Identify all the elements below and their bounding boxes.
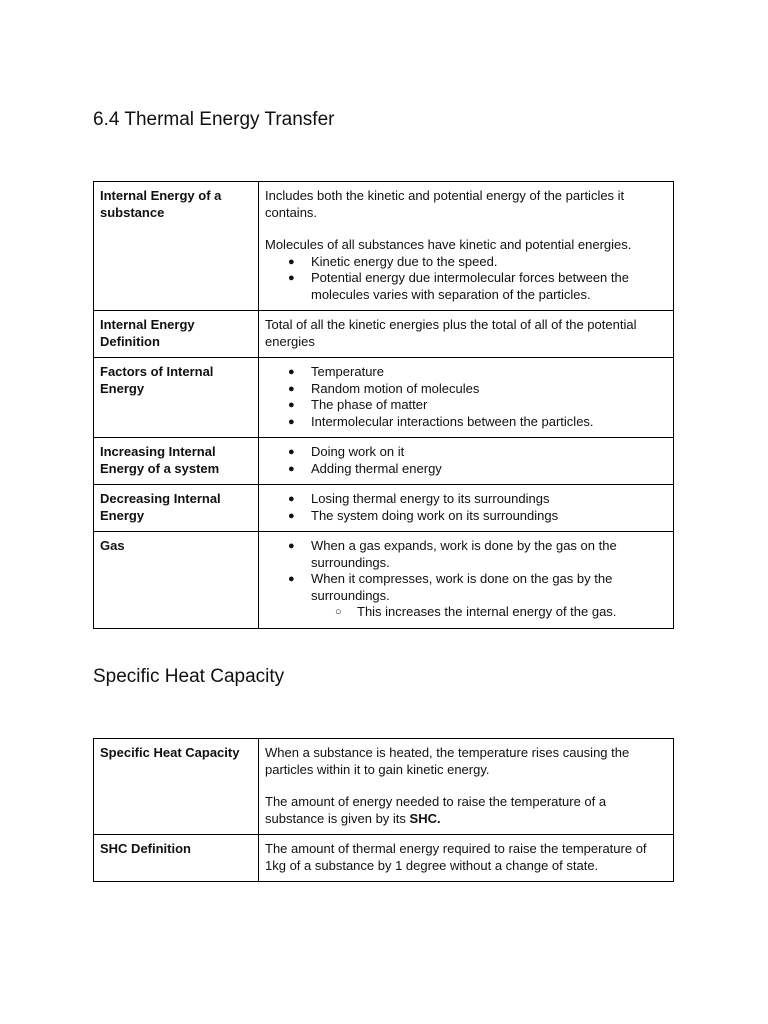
- description-paragraph: The amount of thermal energy required to raise the temperature of 1kg of a substance by 1 degree without a change of state.: [265, 841, 647, 873]
- bullet-icon: ●: [288, 540, 295, 552]
- table-row: [94, 485, 674, 532]
- description-text: The amount of energy needed to raise the temperature of a substance is given by its: [265, 794, 607, 826]
- specific-heat-capacity-table: [93, 738, 674, 882]
- list-item: [265, 444, 667, 461]
- term-cell: SHC Definition: [94, 835, 259, 882]
- bullet-icon: ●: [288, 366, 295, 378]
- bullet-icon: ●: [288, 509, 295, 522]
- table-row: [94, 182, 674, 311]
- list-item-text: Losing thermal energy to its surroundings: [311, 491, 550, 506]
- description-paragraph: When a substance is heated, the temperature rises causing the particles within it to gain kinetic energy.: [265, 745, 630, 777]
- section-heading-thermal-energy-transfer: 6.4 Thermal Energy Transfer: [93, 109, 335, 130]
- term-cell: Internal Energy Definition: [94, 311, 259, 358]
- table-row: [94, 438, 674, 485]
- description-cell: [259, 311, 674, 358]
- list-item: [265, 397, 667, 414]
- table-row: [94, 739, 674, 835]
- table-row: [94, 311, 674, 358]
- hollow-bullet-icon: ○: [335, 606, 342, 618]
- bullet-list: [265, 444, 667, 477]
- bullet-icon: ●: [288, 462, 295, 475]
- sub-bullet-list: [311, 604, 667, 621]
- description-paragraph: Includes both the kinetic and potential energy of the particles it contains.: [265, 188, 625, 220]
- description-paragraph: Total of all the kinetic energies plus the total of all of the potential energies: [265, 317, 637, 349]
- bullet-icon: ●: [288, 399, 295, 411]
- list-item: [265, 270, 667, 303]
- bullet-icon: ●: [288, 272, 295, 284]
- term-cell: Decreasing Internal Energy: [94, 485, 259, 532]
- term-cell: Factors of Internal Energy: [94, 358, 259, 438]
- list-item-text: When it compresses, work is done on the gas by the surroundings.: [311, 571, 613, 603]
- list-item: [265, 254, 667, 271]
- bullet-icon: ●: [288, 255, 295, 268]
- list-item-text: The phase of matter: [311, 397, 428, 412]
- list-item: [265, 538, 667, 571]
- list-item: [265, 364, 667, 381]
- term-cell: Internal Energy of a substance: [94, 182, 259, 311]
- list-item-text: Temperature: [311, 364, 384, 379]
- table-row: [94, 835, 674, 882]
- bullet-icon: ●: [288, 493, 295, 505]
- list-item: [265, 461, 667, 478]
- sub-list-item: [311, 604, 667, 621]
- list-item: [265, 414, 667, 431]
- list-item-text: The system doing work on its surroundings: [311, 507, 559, 523]
- thermal-energy-table: [93, 181, 674, 629]
- table-row: [94, 358, 674, 438]
- description-cell: [259, 835, 674, 882]
- list-item-text: When a gas expands, work is done by the gas on the surroundings.: [311, 538, 617, 570]
- term-cell: Specific Heat Capacity: [94, 739, 259, 835]
- list-item-text: Potential energy due intermolecular forces between the molecules varies with separation of the particles.: [311, 270, 629, 302]
- list-item: [265, 508, 667, 525]
- bullet-icon: ●: [288, 446, 295, 458]
- shc-emphasis: SHC.: [409, 810, 441, 826]
- description-cell: [259, 485, 674, 532]
- list-item: [265, 381, 667, 398]
- list-item-text: Adding thermal energy: [311, 460, 442, 476]
- description-paragraph: [265, 794, 667, 827]
- description-cell: [259, 438, 674, 485]
- description-cell: [259, 358, 674, 438]
- list-item-text: Intermolecular interactions between the particles.: [311, 413, 594, 429]
- sub-list-item-text: This increases the internal energy of the gas.: [357, 604, 617, 619]
- description-cell: [259, 182, 674, 311]
- term-cell: Increasing Internal Energy of a system: [94, 438, 259, 485]
- bullet-list: [265, 491, 667, 524]
- bullet-icon: ●: [288, 573, 295, 585]
- list-item-text: Random motion of molecules: [311, 380, 480, 396]
- bullet-list: [265, 364, 667, 430]
- table-row: [94, 532, 674, 629]
- bullet-list: [265, 538, 667, 621]
- bullet-list: [265, 254, 667, 304]
- description-cell: [259, 739, 674, 835]
- description-cell: [259, 532, 674, 629]
- list-item-text: Kinetic energy due to the speed.: [311, 253, 498, 269]
- term-cell: Gas: [94, 532, 259, 629]
- list-item: [265, 571, 667, 621]
- bullet-icon: ●: [288, 415, 295, 428]
- list-item: [265, 491, 667, 508]
- list-item-text: Doing work on it: [311, 444, 405, 459]
- description-paragraph: Molecules of all substances have kinetic and potential energies.: [265, 237, 632, 252]
- bullet-icon: ●: [288, 382, 295, 395]
- section-heading-specific-heat-capacity: Specific Heat Capacity: [93, 666, 285, 687]
